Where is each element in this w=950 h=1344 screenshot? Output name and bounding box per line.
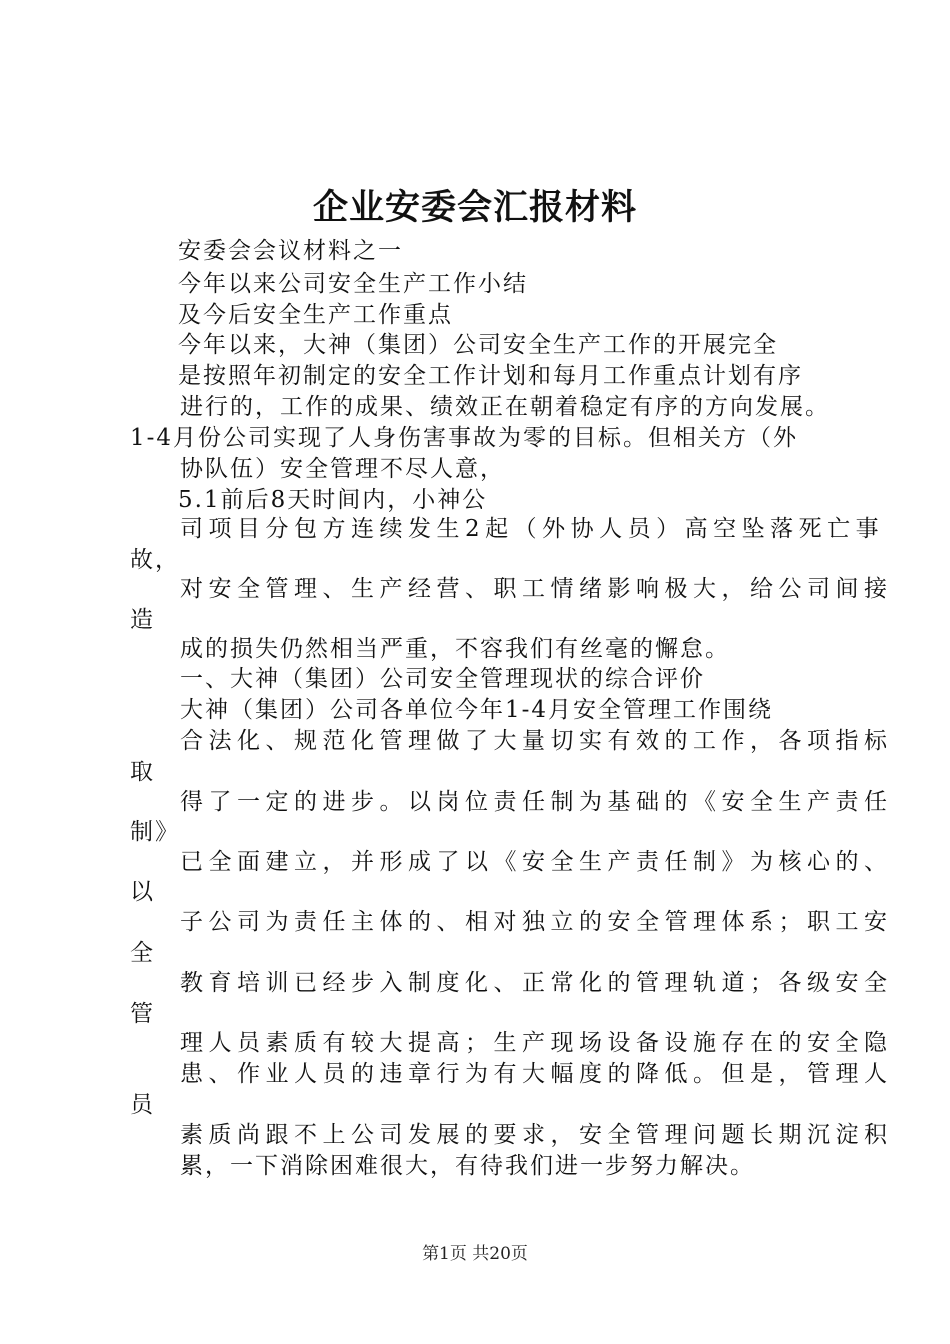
body-line: 司项目分包方连续发生2起（外协人员）高空坠落死亡事 bbox=[180, 516, 885, 542]
page-footer: 第1页 共20页 bbox=[422, 1244, 528, 1264]
body-line: 以 bbox=[130, 879, 155, 905]
body-line: 取 bbox=[130, 759, 155, 785]
body-line: 今年以来，大神（集团）公司安全生产工作的开展完全 bbox=[178, 332, 778, 358]
body-line: 故， bbox=[130, 547, 180, 573]
body-line: 得了一定的进步。以岗位责任制为基础的《安全生产责任 bbox=[180, 789, 893, 815]
body-line: 成的损失仍然相当严重，不容我们有丝毫的懈怠。 bbox=[180, 636, 730, 662]
section-heading: 一、大神（集团）公司安全管理现状的综合评价 bbox=[180, 666, 705, 692]
body-line: 5.1前后8天时间内，小神公 bbox=[178, 487, 488, 513]
document-title: 企业安委会汇报材料 bbox=[312, 187, 637, 228]
body-line: 是按照年初制定的安全工作计划和每月工作重点计划有序 bbox=[178, 363, 803, 389]
body-line: 员 bbox=[130, 1092, 155, 1118]
body-line: 累，一下消除困难很大，有待我们进一步努力解决。 bbox=[180, 1153, 755, 1179]
body-line: 理人员素质有较大提高；生产现场设备设施存在的安全隐 bbox=[180, 1030, 893, 1056]
body-line: 及今后安全生产工作重点 bbox=[178, 302, 453, 328]
body-line: 今年以来公司安全生产工作小结 bbox=[178, 271, 528, 297]
body-line: 制》 bbox=[130, 819, 180, 845]
body-line: 合法化、规范化管理做了大量切实有效的工作，各项指标 bbox=[180, 728, 893, 754]
body-line: 造 bbox=[130, 607, 155, 633]
body-line: 子公司为责任主体的、相对独立的安全管理体系；职工安 bbox=[180, 909, 893, 935]
body-line: 管 bbox=[130, 1001, 155, 1027]
body-line: 1-4月份公司实现了人身伤害事故为零的目标。但相关方（外 bbox=[130, 425, 799, 451]
body-line: 患、作业人员的违章行为有大幅度的降低。但是，管理人 bbox=[180, 1061, 893, 1087]
body-line: 已全面建立，并形成了以《安全生产责任制》为核心的、 bbox=[180, 849, 893, 875]
body-line: 进行的，工作的成果、绩效正在朝着稳定有序的方向发展。 bbox=[180, 394, 830, 420]
body-line: 大神（集团）公司各单位今年1-4月安全管理工作围绕 bbox=[180, 697, 774, 723]
body-line: 协队伍）安全管理不尽人意， bbox=[180, 456, 505, 482]
body-line: 安委会会议材料之一 bbox=[178, 238, 403, 264]
body-line: 素质尚跟不上公司发展的要求，安全管理问题长期沉淀积 bbox=[180, 1122, 893, 1148]
body-line: 全 bbox=[130, 940, 155, 966]
body-line: 对安全管理、生产经营、职工情绪影响极大，给公司间接 bbox=[180, 576, 893, 602]
body-line: 教育培训已经步入制度化、正常化的管理轨道；各级安全 bbox=[180, 970, 893, 996]
